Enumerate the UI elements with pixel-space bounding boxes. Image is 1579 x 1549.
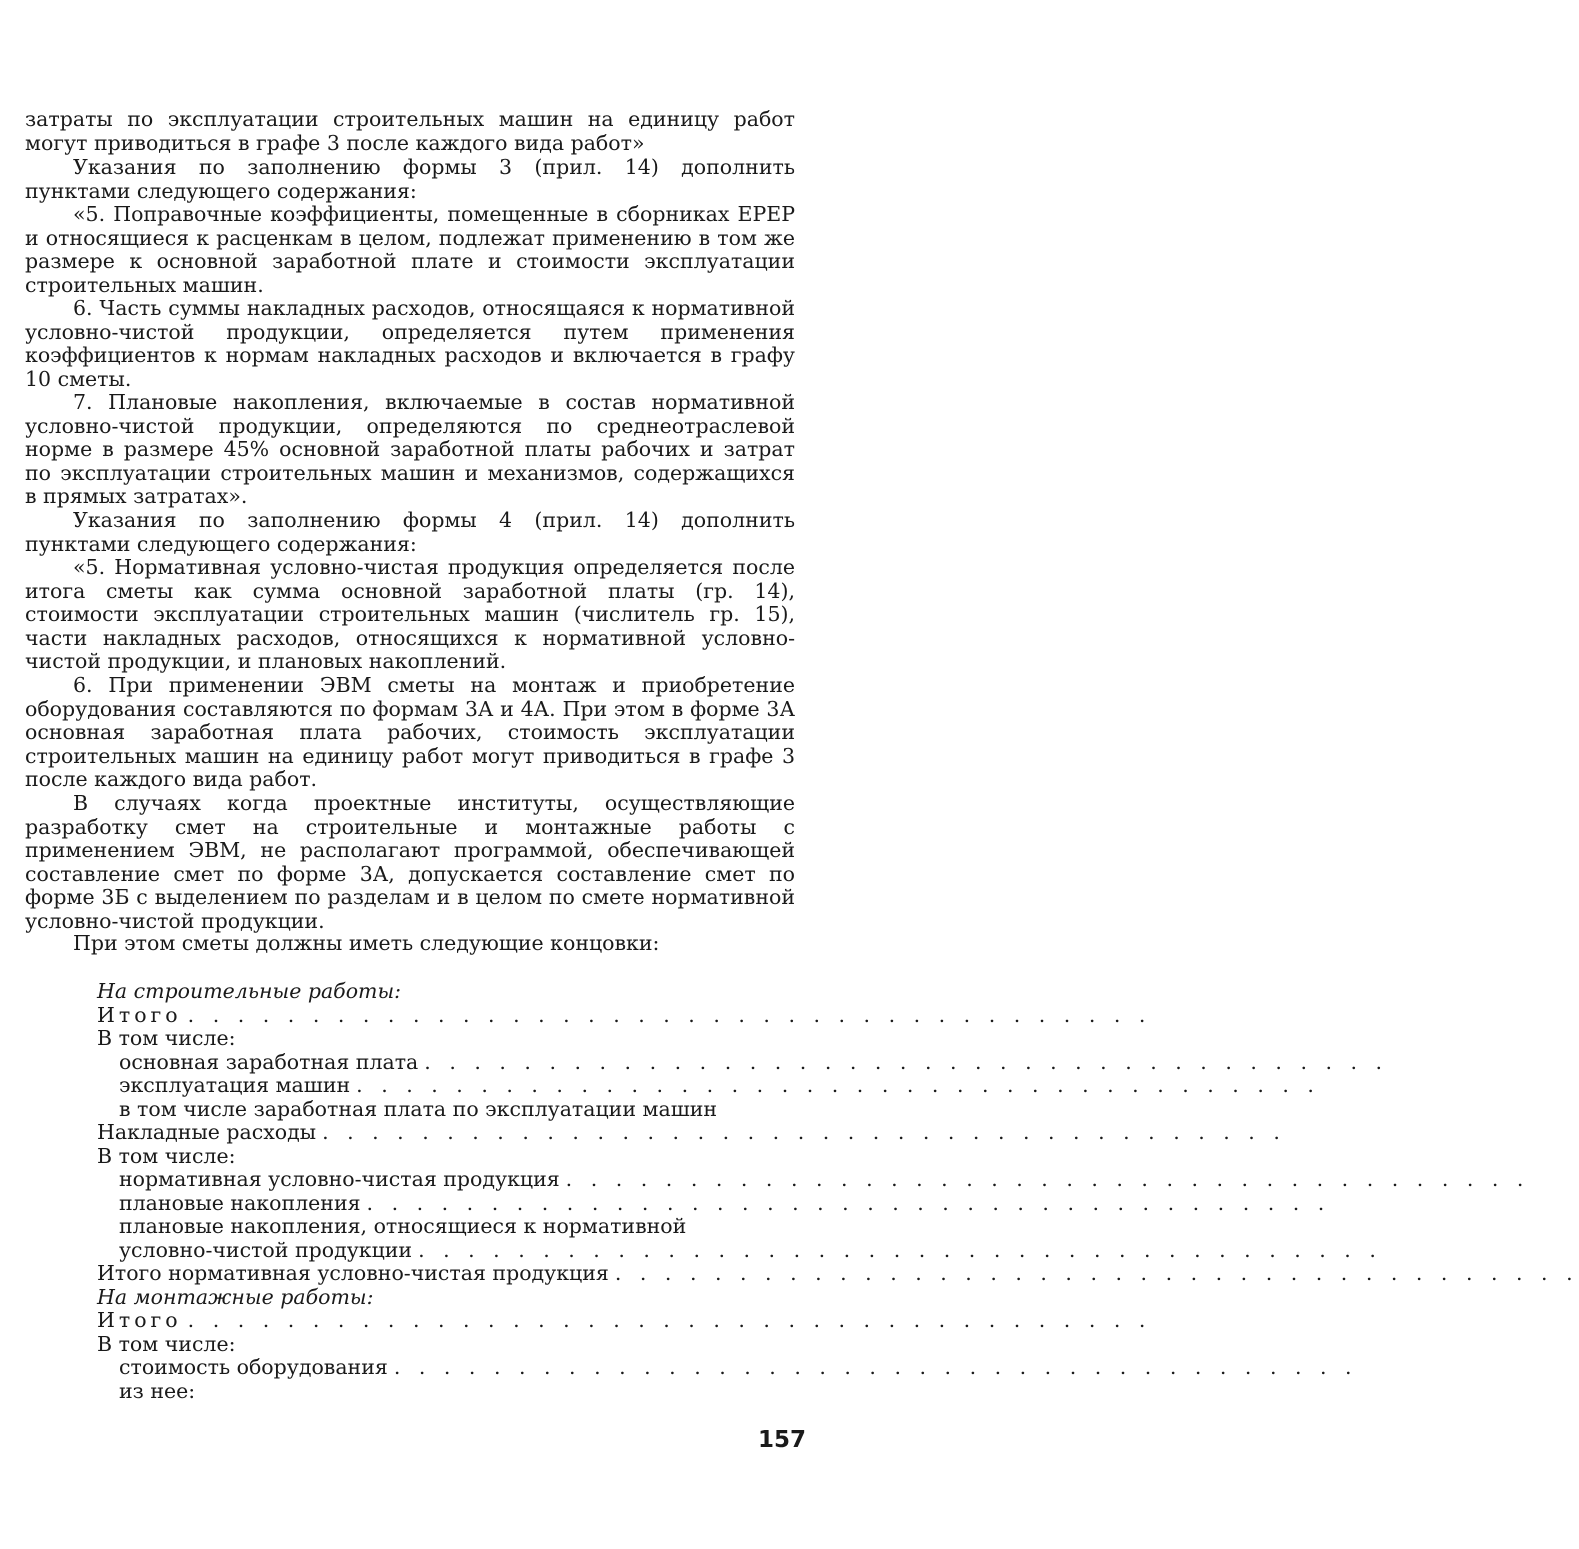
installation-works-heading: На монтажные работы: [97,1284,374,1309]
ending-row-of-which: из нее: [119,1378,196,1403]
ending-row-total-normative: Итого нормативная условно-чистая продукция . . . . . . . . . . . . . . . . . . . . . . . . . . . . . . . . . . . . . . . [97,1261,1579,1285]
paragraph-endings-intro: При этом сметы должны иметь следующие концовки: [73,931,660,955]
paragraph-item-5-coefficients: «5. Поправочные коэффициенты, помещенные в сборниках ЕРЕР и относящиеся к расценкам в целом, подлежат применению в том же размере к основной заработной плате и стоимости эксплуатации строительных машин. [25,202,795,297]
ending-row-normative-product: нормативная условно-чистая продукция . . . . . . . . . . . . . . . . . . . . . . . . . . . . . . . . . . . . . . . [119,1167,1530,1191]
estimate-endings-block [97,979,1579,1403]
ending-row-equipment-cost: стоимость оборудования . . . . . . . . . . . . . . . . . . . . . . . . . . . . . . . . . . . . . . . [119,1355,1358,1379]
ending-row-machine-salary: в том числе заработная плата по эксплуатации машин [119,1096,718,1121]
ending-row-overhead: Накладные расходы . . . . . . . . . . . . . . . . . . . . . . . . . . . . . . . . . . . . . . . [97,1120,1286,1144]
page-number: 157 [758,1427,807,1453]
paragraph-item-5-normative-product: «5. Нормативная условно-чистая продукция определяется после итога сметы как сумма основной заработной платы (гр. 14), стоимости эксплуатации строительных машин (числитель гр. 15), части накладных расходов, относящихся к нормативной условно-чистой продукции, и плановых накоплений. [25,555,795,673]
ending-row-including: В том числе: [97,1026,236,1050]
ending-row-machine-operation: эксплуатация машин . . . . . . . . . . . . . . . . . . . . . . . . . . . . . . . . . . . . . . . [119,1073,1320,1097]
ending-row-including: В том числе: [97,1143,236,1168]
paragraph-design-institutes: В случаях когда проектные институты, осуществляющие разработку смет на строительные и монтажные работы с применением ЭВМ, не располагают программой, обеспечивающей составление смет по форме 3А, допускается составление смет по форме 3Б с выделением по разделам и в целом по смете нормативной условно-чистой продукции. [25,791,795,933]
ending-row-base-salary: основная заработная плата . . . . . . . . . . . . . . . . . . . . . . . . . . . . . . . . . . . . . . . [119,1049,1389,1074]
ending-row-planned-savings-related-cont: условно-чистой продукции . . . . . . . . . . . . . . . . . . . . . . . . . . . . . . . . . . . . . . . [119,1237,1382,1262]
ending-row-total: Итого . . . . . . . . . . . . . . . . . . . . . . . . . . . . . . . . . . . . . . . [97,1308,1152,1332]
construction-works-heading: На строительные работы: [97,979,402,1003]
ending-row-planned-savings: плановые накопления . . . . . . . . . . . . . . . . . . . . . . . . . . . . . . . . . . . . . . . [119,1190,1331,1215]
paragraph-item-7-planned-savings: 7. Плановые накопления, включаемые в состав нормативной условно-чистой продукции, определяются по среднеотраслевой норме в размере 45% основной заработной платы рабочих и затрат по эксплуатации строительных машин и механизмов, содержащихся в прямых затратах». [25,390,795,508]
paragraph-continuation: затраты по эксплуатации строительных машин на единицу работ могут приводиться в графе 3 после каждого вида работ» [25,107,795,155]
paragraph-item-6-computer: 6. При применении ЭВМ сметы на монтаж и приобретение оборудования составляются по формам 3А и 4А. При этом в форме 3А основная заработная плата рабочих, стоимость эксплуатации строительных машин на единицу работ могут приводиться в графе 3 после каждого вида работ. [25,673,795,791]
ending-row-total: Итого . . . . . . . . . . . . . . . . . . . . . . . . . . . . . . . . . . . . . . . [97,1002,1152,1027]
ending-row-planned-savings-related: плановые накопления, относящиеся к нормативной [119,1214,687,1238]
paragraph-item-6-overhead: 6. Часть суммы накладных расходов, относящаяся к нормативной условно-чистой продукции, определяется путем применения коэффициентов к нормам накладных расходов и включается в графу 10 сметы. [25,296,795,391]
paragraph-form4-instructions: Указания по заполнению формы 4 (прил. 14) дополнить пунктами следующего содержания: [25,508,795,556]
paragraph-form3-instructions: Указания по заполнению формы 3 (прил. 14) дополнить пунктами следующего содержания: [25,155,795,203]
ending-row-including: В том числе: [97,1331,236,1356]
